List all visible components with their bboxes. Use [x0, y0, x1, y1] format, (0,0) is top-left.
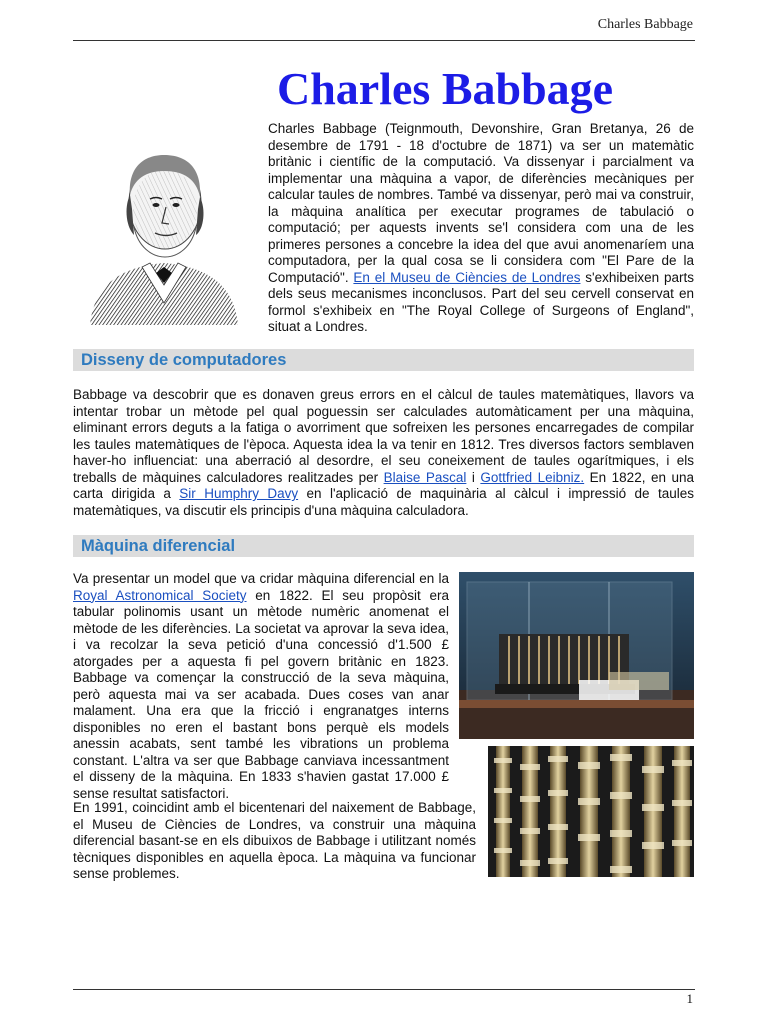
sec1-text-1: Babbage va descobrir que es donaven greus errors en el càlcul de taules matemàtiques, llavors va intentar trobar un mètode pel qual poguessin ser calculades automàticament per una màquina, eliminant errors deguts a la fatiga o avorriment que sofreixen les persones encarregades de compilar les taules matemàtiques de l'època. Aquesta idea la va tenir en 1812. Tres diversos factors semblaven haver-ho influenciat: una aberració al desordre, el seu coneixement de taules ogarítmiques, i els treballs de màquines calculadores realitzades per: [73, 387, 694, 485]
link-museu-londres[interactable]: En el Museu de Ciències de Londres: [353, 269, 581, 285]
page-title: Charles Babbage: [277, 63, 614, 114]
intro-text-2: s'exhibeixen parts dels seus mecanismes inconclusos. Part del seu cervell conservat en formol s'exhibeix en "The Royal College of Surgeons of England", situat a Londres.: [268, 269, 694, 334]
footer-rule: [73, 989, 695, 990]
link-sir-humphry-davy[interactable]: Sir Humphry Davy: [179, 486, 299, 501]
page-number: 1: [686, 991, 693, 1006]
section-heading-maquina: Màquina diferencial: [73, 535, 694, 557]
section-maquina-paragraph: [73, 571, 449, 802]
intro-text-1: Charles Babbage (Teignmouth, Devonshire, Gran Bretanya, 26 de desembre de 1791 - 18 d'octubre de 1871) va ser un matemàtic britànic i científic de la computació. Va dissenyar i parcialment va implementar una màquina a vapor, de diferències mecàniques per calcular taules de nombres. També va dissenyar, però mai va construir, la màquina analítica per executar programes de tabulació o computació; per aquests invents se'l considera com una de les primeres persones a concebre la idea del que avui anomenaríem una computadora, per la qual cosa se li considera com "El Pare de la Computació".: [268, 121, 694, 285]
sec1-text-2: i: [466, 469, 481, 485]
sec2-text-1: Va presentar un model que va cridar màquina diferencial en la: [73, 571, 449, 586]
section-maquina-paragraph-2: En 1991, coincidint amb el bicentenari del naixement de Babbage, el Museu de Ciències de Londres, va construir una màquina diferencial basant-se en els dibuixos de Babbage i utilitzant només tècniques disponibles en aquella època. La màquina va funcionar sense problemes.: [73, 800, 476, 881]
section-disseny-paragraph: [73, 387, 694, 519]
sec2-text-2: en 1822. El seu propòsit era tabular polinomis usant un mètode numèric anomenat el mètode de les diferències. La societat va aprovar la seva idea, i va recolzar la seva petició d'una concessió d'1.500 £ atorgades per a aquesta fi pel govern britànic en 1823. Babbage va començar la construcció de la seva màquina, però aquesta mai va ser acabada. Dues coses van anar malament. Una era que la fricció i engranatges interns disponibles no eren el bastant bons perquè els models anessin acabats, sent també les vibrations un problema constant. L'altra va ser que Babbage canviava incessantment el disseny de la màquina. En 1833 s'havien gastat 17.000 £ sense resultat satisfactori.: [73, 587, 449, 801]
running-header: Charles Babbage: [597, 17, 693, 32]
link-royal-astronomical-society[interactable]: Royal Astronomical Society: [73, 587, 247, 603]
intro-paragraph: [268, 121, 694, 336]
sec1-text-4: en l'aplicació de maquinària al càlcul i impressió de taules matemàtiques, va discutir els principis d'una màquina calculadora.: [73, 486, 694, 518]
section-heading-disseny: Disseny de computadores: [73, 349, 694, 371]
difference-engine-photo: [459, 572, 694, 739]
engine-columns-closeup-photo: [488, 746, 694, 877]
sec1-text-3: En 1822, en una carta dirigida a: [73, 469, 694, 501]
link-gottfried-leibniz[interactable]: Gottfried Leibniz.: [480, 469, 585, 485]
header-rule: [73, 40, 695, 41]
portrait-image: [72, 117, 256, 325]
link-blaise-pascal[interactable]: Blaise Pascal: [383, 469, 467, 485]
